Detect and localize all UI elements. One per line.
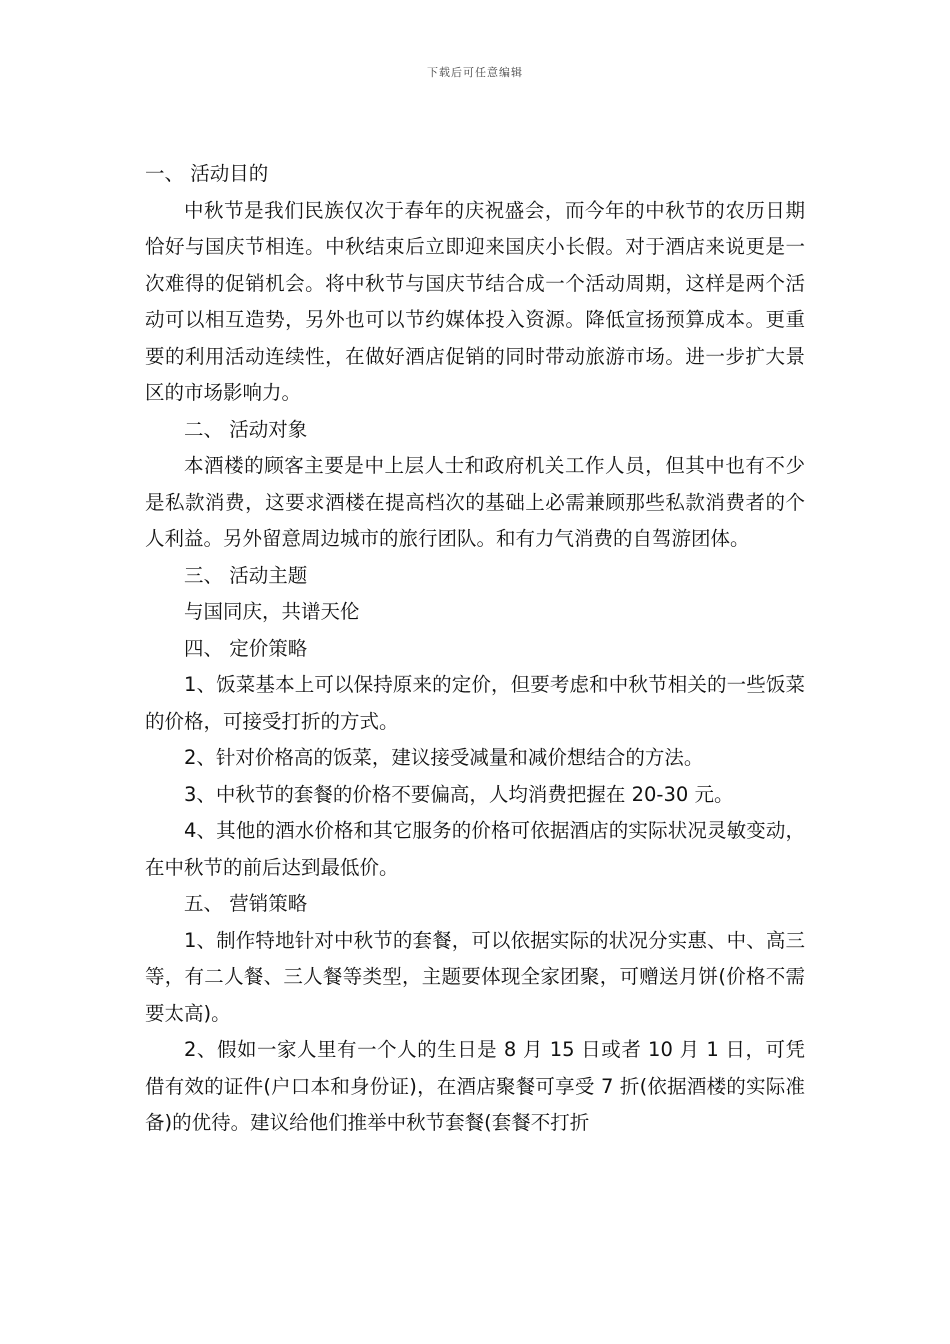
section-heading-theme: 三、 活动主题 — [184, 563, 308, 587]
list-item-marketing-1: 1、制作特地针对中秋节的套餐，可以依据实际的状况分实惠、中、高三等，有二人餐、三人餐等类型，主题要体现全家团聚，可赠送月饼(价格不需要太高)。 — [145, 928, 805, 1025]
list-item-pricing-4: 4、其他的酒水价格和其它服务的价格可依据酒店的实际状况灵敏变动，在中秋节的前后达到最低价。 — [145, 819, 805, 879]
section-heading-purpose: 一、 活动目的 — [145, 162, 269, 185]
list-item-pricing-1: 1、饭菜基本上可以保持原来的定价，但要考虑和中秋节相关的一些饭菜的价格，可接受打折的方式。 — [145, 673, 805, 733]
list-item-marketing-2: 2、假如一家人里有一个人的生日是 8 月 15 日或者 10 月 1 日，可凭借有效的证件(户口本和身份证)，在酒店聚餐可享受 7 折(依据酒楼的实际准备)的优待。建议给他们推举中秋节套餐(套餐不打折 — [145, 1038, 805, 1134]
section-heading-audience: 二、 活动对象 — [184, 417, 308, 441]
paragraph-theme: 与国同庆，共谱天伦 — [184, 600, 360, 623]
paragraph-purpose: 中秋节是我们民族仅次于春年的庆祝盛会，而今年的中秋节的农历日期恰好与国庆节相连。中秋结束后立即迎来国庆小长假。对于酒店来说更是一次难得的促销机会。将中秋节与国庆节结合成一个活动周期，这样是两个活动可以相互造势，另外也可以节约媒体投入资源。降低宣扬预算成本。更重要的利用活动连续性，在做好酒店促销的同时带动旅游市场。进一步扩大景区的市场影响力。 — [145, 198, 805, 404]
document-body — [145, 156, 805, 1142]
paragraph-audience: 本酒楼的顾客主要是中上层人士和政府机关工作人员，但其中也有不少是私款消费，这要求酒楼在提高档次的基础上必需兼顾那些私款消费者的个人利益。另外留意周边城市的旅行团队。和有力气消费的自驾游团体。 — [145, 454, 805, 550]
list-item-pricing-3: 3、中秋节的套餐的价格不要偏高，人均消费把握在 20-30 元。 — [184, 782, 734, 806]
list-item-pricing-2: 2、针对价格高的饭菜，建议接受减量和减价想结合的方法。 — [184, 746, 704, 769]
section-heading-pricing: 四、 定价策略 — [184, 636, 308, 660]
section-heading-marketing: 五、 营销策略 — [184, 892, 308, 915]
page-header: 下载后可任意编辑 — [427, 66, 523, 79]
